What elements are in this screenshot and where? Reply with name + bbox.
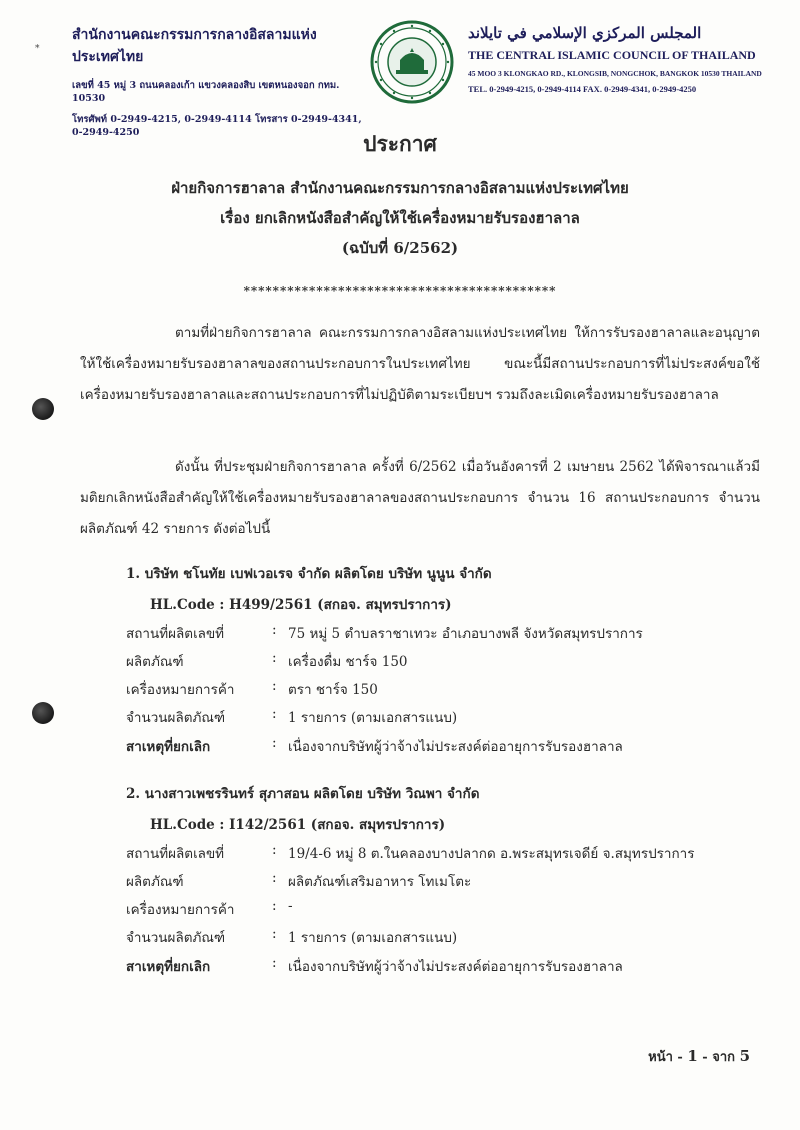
item-2-count-row <box>126 926 746 948</box>
divider-stars: ******************************************* <box>243 284 557 298</box>
colon: : <box>272 926 277 942</box>
colon: : <box>272 706 277 722</box>
title-line-3: (ฉบับที่ 6/2562) <box>341 239 459 257</box>
item-1-product-row <box>126 650 746 672</box>
item-2-code: HL.Code : I142/2561 (สกอจ. สมุทรปราการ) <box>150 817 446 833</box>
product-label: ผลิตภัณฑ์ <box>126 874 184 890</box>
colon: : <box>272 955 277 971</box>
reason-label: สาเหตุที่ยกเลิก <box>126 739 211 755</box>
page-total: 5 <box>739 1047 750 1065</box>
item-1-heading: 1. บริษัท ชโนทัย เบฟเวอเรจ จำกัด ผลิตโดย บริษัท นูนูน จำกัด <box>126 566 492 582</box>
paragraph-1-text: ตามที่ฝ่ายกิจการฮาลาล คณะกรรมการกลางอิสลามแห่งประเทศไทย ให้การรับรองฮาลาลและอนุญาตให้ใช้เครื่องหมายรับรองฮาลาลของสถานประกอบการในประเทศไทย ขณะนี้มีสถานประกอบการที่ไม่ประสงค์ขอใช้เครื่องหมายรับรองฮาลาลและสถานประกอบการที่ไม่ปฏิบัติตามระเบียบฯ รวมถึงละเมิดเครื่องหมายรับรองฮาลาล <box>80 325 760 403</box>
paragraph-1 <box>80 318 760 411</box>
council-seal-icon <box>370 20 454 104</box>
trademark-label: เครื่องหมายการค้า <box>126 682 235 698</box>
product-label: ผลิตภัณฑ์ <box>126 654 184 670</box>
count-label: จำนวนผลิตภัณฑ์ <box>126 710 226 726</box>
page-footer: หน้า - 1 - จาก 5 <box>648 1047 750 1065</box>
punch-hole <box>32 702 54 724</box>
item-1-reason-row <box>126 735 746 757</box>
org-name-ar: المجلس المركزي الإسلامي في تايلاند <box>468 24 702 42</box>
margin-mark: * <box>35 44 40 54</box>
colon: : <box>272 735 277 751</box>
item-2-location: 19/4-6 หมู่ 8 ต.ในคลองบางปลากด อ.พระสมุทรเจดีย์ จ.สมุทรปราการ <box>288 846 695 862</box>
of-label: จาก <box>712 1050 736 1065</box>
colon: : <box>272 870 277 886</box>
header-right <box>468 24 768 94</box>
item-2-product: ผลิตภัณฑ์เสริมอาหาร โทเมโตะ <box>288 874 472 890</box>
phone-th: โทรศัพท์ 0-2949-4215, 0-2949-4114 โทรสาร 0-2949-4341, 0-2949-4250 <box>72 114 362 138</box>
address-th: เลขที่ 45 หมู่ 3 ถนนคลองเก้า แขวงคลองสิบ เขตหนองจอก กทม. 10530 <box>72 80 340 104</box>
item-1-count-row <box>126 706 746 728</box>
item-2-reason: เนื่องจากบริษัทผู้ว่าจ้างไม่ประสงค์ต่ออายุการรับรองฮาลาล <box>288 959 623 975</box>
paragraph-2 <box>80 452 760 545</box>
org-name-en: THE CENTRAL ISLAMIC COUNCIL OF THAILAND <box>468 48 756 62</box>
count-label: จำนวนผลิตภัณฑ์ <box>126 930 226 946</box>
phone-en: TEL. 0-2949-4215, 0-2949-4114 FAX. 0-2949-4341, 0-2949-4250 <box>468 84 697 94</box>
org-name-th: สำนักงานคณะกรรมการกลางอิสลามแห่งประเทศไทย <box>72 27 317 65</box>
colon: : <box>272 898 277 914</box>
page-number: 1 <box>687 1047 698 1065</box>
item-1-location-row <box>126 622 746 644</box>
title-line-1: ฝ่ายกิจการฮาลาล สำนักงานคณะกรรมการกลางอิสลามแห่งประเทศไทย <box>171 179 629 197</box>
address-en: 45 MOO 3 KLONGKAO RD., KLONGSIB, NONGCHOK, BANGKOK 10530 THAILAND <box>468 69 762 78</box>
reason-label: สาเหตุที่ยกเลิก <box>126 959 211 975</box>
item-1-location: 75 หมู่ 5 ตำบลราชาเทวะ อำเภอบางพลี จังหวัดสมุทรปราการ <box>288 626 643 642</box>
colon: : <box>272 650 277 666</box>
item-2-product-row <box>126 870 746 892</box>
item-2-count: 1 รายการ (ตามเอกสารแนบ) <box>288 930 458 946</box>
colon: : <box>272 842 277 858</box>
item-1-code: HL.Code : H499/2561 (สกอจ. สมุทรปราการ) <box>150 597 452 613</box>
item-1-reason: เนื่องจากบริษัทผู้ว่าจ้างไม่ประสงค์ต่ออายุการรับรองฮาลาล <box>288 739 623 755</box>
colon: : <box>272 622 277 638</box>
header-left <box>72 24 362 138</box>
location-label: สถานที่ผลิตเลขที่ <box>126 846 225 862</box>
location-label: สถานที่ผลิตเลขที่ <box>126 626 225 642</box>
colon: : <box>272 678 277 694</box>
item-2-trademark: - <box>288 898 293 914</box>
item-2-location-row <box>126 842 746 864</box>
item-1-trademark: ตรา ชาร์จ 150 <box>288 682 378 698</box>
page-label: หน้า <box>648 1050 673 1065</box>
trademark-label: เครื่องหมายการค้า <box>126 902 235 918</box>
punch-hole <box>32 398 54 420</box>
paragraph-2-text: ดังนั้น ที่ประชุมฝ่ายกิจการฮาลาล ครั้งที่ 6/2562 เมื่อวันอังคารที่ 2 เมษายน 2562 ได้พิจารณาแล้วมีมติยกเลิกหนังสือสำคัญให้ใช้เครื่องหมายรับรองฮาลาลของสถานประกอบการ จำนวน 16 สถานประกอบการ จำนวนผลิตภัณฑ์ 42 รายการ ดังต่อไปนี้ <box>80 459 760 537</box>
title-line-2: เรื่อง ยกเลิกหนังสือสำคัญให้ใช้เครื่องหมายรับรองฮาลาล <box>220 209 580 227</box>
item-1-trademark-row <box>126 678 746 700</box>
item-1-product: เครื่องดื่ม ชาร์จ 150 <box>288 654 408 670</box>
announcement-title: ประกาศ <box>363 131 437 156</box>
item-1-count: 1 รายการ (ตามเอกสารแนบ) <box>288 710 458 726</box>
item-2-reason-row <box>126 955 746 977</box>
item-2-trademark-row <box>126 898 746 920</box>
item-2-heading: 2. นางสาวเพชรรินทร์ สุภาสอน ผลิตโดย บริษัท วิณพา จำกัด <box>126 786 480 802</box>
